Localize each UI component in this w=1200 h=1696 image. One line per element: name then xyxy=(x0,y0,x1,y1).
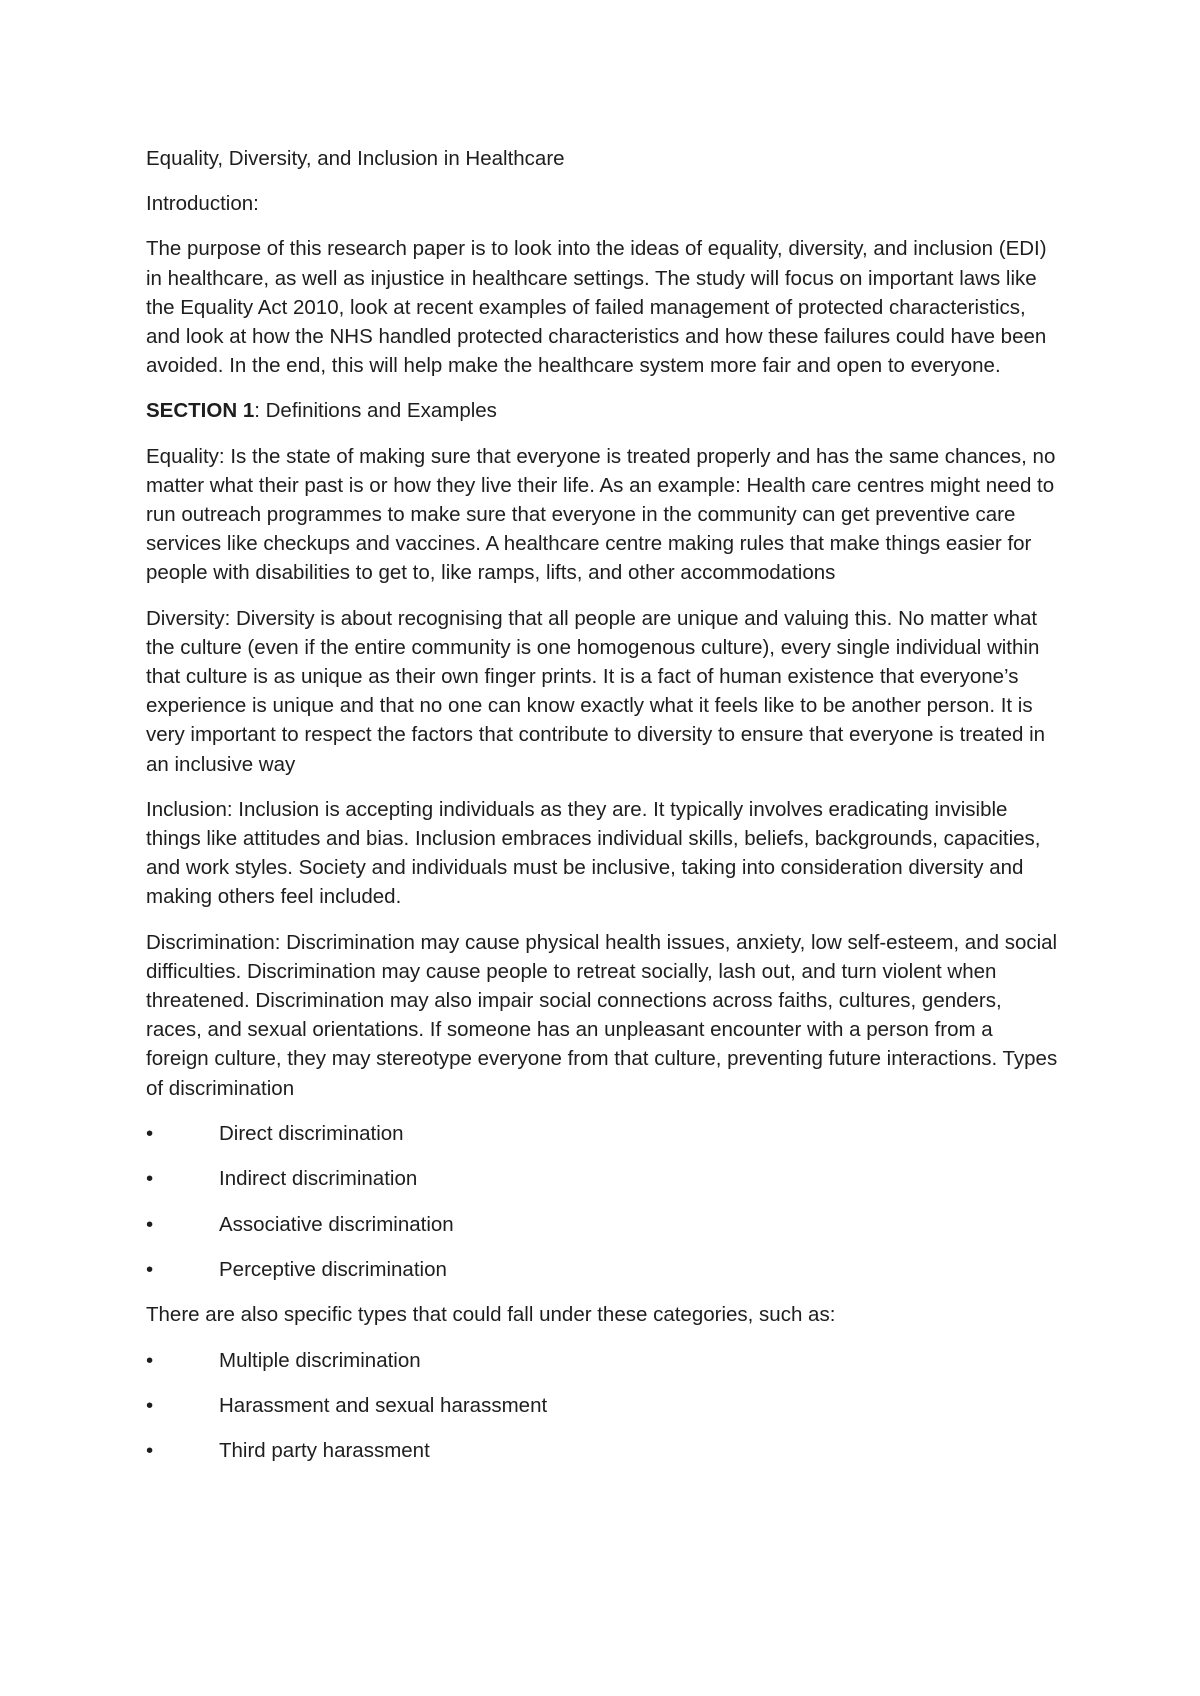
list-item xyxy=(146,1255,1061,1284)
list-item-text: Harassment and sexual harassment xyxy=(219,1393,548,1417)
list-item-text: Indirect discrimination xyxy=(219,1167,418,1191)
specific-types-intro: There are also specific types that could fall under these categories, such as: xyxy=(146,1303,836,1327)
bullet-icon: • xyxy=(146,1212,154,1236)
bullet-icon: • xyxy=(146,1348,154,1372)
list-item xyxy=(146,1436,1061,1465)
bullet-icon: • xyxy=(146,1121,154,1145)
list-item-text: Associative discrimination xyxy=(219,1212,454,1236)
list-item xyxy=(146,1119,1061,1148)
section-1-title: : Definitions and Examples xyxy=(254,399,497,423)
bullet-icon: • xyxy=(146,1439,154,1463)
list-item xyxy=(146,1391,1061,1420)
introduction-heading: Introduction: xyxy=(146,192,259,216)
list-item xyxy=(146,1210,1061,1239)
discrimination-types-list xyxy=(146,1119,1061,1284)
inclusion-paragraph: Inclusion: Inclusion is accepting individuals as they are. It typically involves eradicating invisible things like attitudes and bias. Inclusion embraces individual skills, beliefs, backgrounds, capacities, and work styles. Society and individuals must be inclusive, taking into consideration diversity and making others feel included. xyxy=(146,797,1041,909)
list-item-text: Third party harassment xyxy=(219,1439,430,1463)
list-item-text: Perceptive discrimination xyxy=(219,1258,447,1282)
section-1-heading xyxy=(146,396,1061,425)
diversity-paragraph: Diversity: Diversity is about recognising that all people are unique and valuing this. No matter what the culture (even if the entire community is one homogenous culture), every single individual within that culture is as unique as their own finger prints. It is a fact of human existence that everyone’s experience is unique and that no one can know exactly what it feels like to be another person. It is very important to respect the factors that contribute to diversity to ensure that everyone is treated in an inclusive way xyxy=(146,606,1046,776)
list-item xyxy=(146,1346,1061,1375)
introduction-paragraph: The purpose of this research paper is to look into the ideas of equality, diversity, and inclusion (EDI) in healthcare, as well as injustice in healthcare settings. The study will focus on important laws like the Equality Act 2010, look at recent examples of failed management of protected characteristics, and look at how the NHS handled protected characteristics and how these failures could have been avoided. In the end, this will help make the healthcare system more fair and open to everyone. xyxy=(146,237,1047,378)
section-1-label: SECTION 1 xyxy=(146,399,255,423)
document-body xyxy=(146,144,1061,1482)
specific-types-list xyxy=(146,1346,1061,1466)
list-item-text: Multiple discrimination xyxy=(219,1348,421,1372)
document-title: Equality, Diversity, and Inclusion in Healthcare xyxy=(146,147,565,170)
list-item-text: Direct discrimination xyxy=(219,1121,404,1145)
bullet-icon: • xyxy=(146,1258,154,1282)
equality-paragraph: Equality: Is the state of making sure that everyone is treated properly and has the same chances, no matter what their past is or how they live their life. As an example: Health care centres might need to run outreach programmes to make sure that everyone in the community can get preventive care services like checkups and vaccines. A healthcare centre making rules that make things easier for people with disabilities to get to, like ramps, lifts, and other accommodations xyxy=(146,444,1056,585)
discrimination-paragraph: Discrimination: Discrimination may cause physical health issues, anxiety, low self-esteem, and social difficulties. Discrimination may cause people to retreat socially, lash out, and turn violent when threatened. Discrimination may also impair social connections across faiths, cultures, genders, races, and sexual orientations. If someone has an unpleasant encounter with a person from a foreign culture, they may stereotype everyone from that culture, preventing future interactions. Types of discrimination xyxy=(146,930,1058,1100)
bullet-icon: • xyxy=(146,1167,154,1191)
list-item xyxy=(146,1164,1061,1193)
bullet-icon: • xyxy=(146,1393,154,1417)
